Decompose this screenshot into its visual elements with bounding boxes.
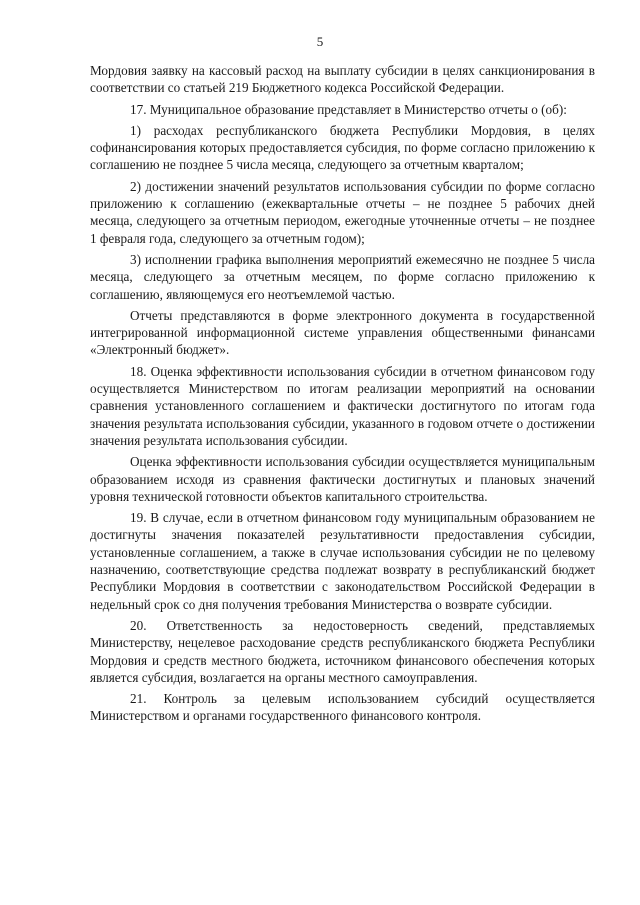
page-number: 5 <box>316 34 324 49</box>
paragraph-continuation: Мордовия заявку на кассовый расход на выплату субсидии в целях санкционирования в соответствии со статьей 219 Бюджетного кодекса Российской Федерации. <box>90 63 595 96</box>
paragraph-efficiency-assessment: Оценка эффективности использования субсидии осуществляется муниципальным образованием исходя из сравнения фактически достигнутых и плановых значений уровня технической готовности объектов капитального строительства. <box>90 454 595 504</box>
paragraph-reports-form: Отчеты представляются в форме электронного документа в государственной интегрированной информационной системе управления общественными финансами «Электронный бюджет». <box>90 307 595 358</box>
paragraph-item-18: 18. Оценка эффективности использования субсидии в отчетном финансовом году осуществляется Министерством по итогам реализации мероприятий на основании сравнения установленного соглашением и фактически достигнутого по итогам года значения результата использования субсидии, указанного в годовом отчете о достижении значения результата использования субсидии. <box>90 363 595 448</box>
paragraph-subitem-2: 2) достижении значений результатов использования субсидии по форме согласно приложению к соглашению (ежеквартальные отчеты – не позднее 5 рабочих дней месяца, следующего за отчетным периодом, ежегодные уточненные отчеты – не позднее 1 февраля года, следующего за отчетным годом); <box>90 178 595 246</box>
paragraph-item-19: 19. В случае, если в отчетном финансовом году муниципальным образованием не достигнуты значения показателей результативности предоставления субсидии, установленные соглашением, а также в случае использования субсидии не по целевому назначению, соответствующие средства подлежат возврату в республиканский бюджет Республики Мордовия в соответствии с законодательством Российской Федерации в недельный срок со дня получения требования Министерства о возврате субсидии. <box>90 510 595 612</box>
paragraph-subitem-1: 1) расходах республиканского бюджета Республики Мордовия, в целях софинансирования которых предоставляется субсидия, по форме согласно приложению к соглашению не позднее 5 числа месяца, следующего за отчетным кварталом; <box>90 122 595 173</box>
paragraph-subitem-3: 3) исполнении графика выполнения мероприятий ежемесячно не позднее 5 числа месяца, следующего за отчетным месяцем, по форме согласно приложению к соглашению, являющемуся его неотъемлемой частью. <box>90 251 595 302</box>
document-body <box>90 62 595 725</box>
paragraph-item-21: 21. Контроль за целевым использованием субсидий осуществляется Министерством и органами государственного финансового контроля. <box>90 691 595 724</box>
paragraph-item-17: 17. Муниципальное образование представляет в Министерство отчеты о (об): <box>130 101 567 117</box>
paragraph-item-20: 20. Ответственность за недостоверность сведений, представляемых Министерству, нецелевое расходование средств республиканского бюджета Республики Мордовия и средств местного бюджета, источником финансового обеспечения которых является субсидия, возлагается на органы местного самоуправления. <box>90 617 595 685</box>
